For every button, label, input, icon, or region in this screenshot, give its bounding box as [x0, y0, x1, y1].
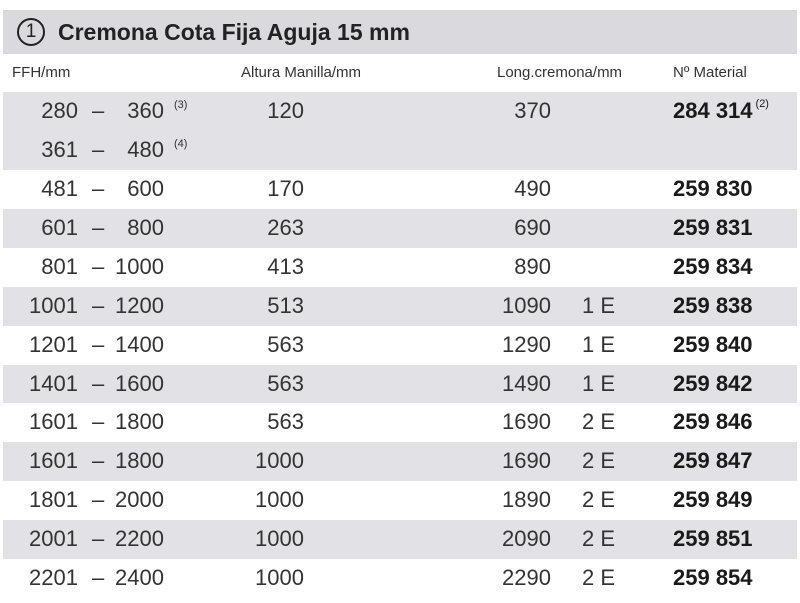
long-cremona: 1290: [502, 331, 551, 357]
material-number: 259 854: [673, 565, 753, 590]
ffh-to: 1200: [115, 292, 164, 318]
table-row: [3, 365, 797, 404]
ffh-from: 1601: [29, 448, 78, 474]
table-row: [3, 170, 797, 209]
long-cremona: 2290: [502, 565, 551, 590]
altura-manilla: 563: [267, 370, 304, 396]
material-number: 259 838: [673, 292, 753, 318]
ffh-from: 1201: [29, 331, 78, 357]
table-row: [3, 248, 797, 287]
table-row: [3, 559, 797, 598]
altura-manilla: 1000: [255, 487, 304, 513]
section-number-badge: 1: [17, 18, 45, 46]
ffh-to: 600: [127, 176, 164, 201]
altura-manilla: 170: [267, 176, 304, 201]
range-dash: –: [92, 292, 105, 318]
range-dash: –: [92, 526, 105, 552]
section-title: Cremona Cota Fija Aguja 15 mm: [58, 19, 410, 45]
table-row: [3, 442, 797, 481]
ffh-from: 1001: [29, 292, 78, 318]
extension-count: 1 E: [582, 331, 616, 357]
header-material: Nº Material: [673, 64, 747, 81]
ffh-to: 480: [127, 137, 164, 162]
range-dash: –: [92, 176, 105, 201]
long-cremona: 490: [514, 176, 551, 201]
material-number: 259 849: [673, 487, 753, 513]
altura-manilla: 263: [267, 214, 304, 240]
ffh-from: 2001: [29, 526, 78, 552]
range-dash: –: [92, 448, 105, 474]
extension-count: 2 E: [582, 565, 616, 590]
range-dash: –: [92, 137, 105, 162]
range-dash: –: [92, 565, 105, 590]
ffh-from: 601: [41, 214, 78, 240]
ffh-from: 1801: [29, 487, 78, 513]
table-row: [3, 403, 797, 442]
range-dash: –: [92, 487, 105, 513]
long-cremona: 690: [514, 214, 551, 240]
footnote-marker: (3): [174, 99, 188, 111]
material-number: 259 831: [673, 214, 753, 240]
table-row: [3, 92, 797, 170]
ffh-from: 481: [41, 176, 78, 201]
altura-manilla: 120: [267, 98, 304, 123]
ffh-from: 1601: [29, 409, 78, 435]
range-dash: –: [92, 253, 105, 279]
ffh-from: 280: [41, 98, 78, 123]
header-ffh: FFH/mm: [12, 64, 71, 81]
material-number: 259 847: [673, 448, 753, 474]
footnote-marker: (2): [755, 98, 769, 110]
title-bar: [3, 10, 797, 54]
altura-manilla: 1000: [255, 565, 304, 590]
altura-manilla: 513: [267, 292, 304, 318]
altura-manilla: 1000: [255, 526, 304, 552]
altura-manilla: 563: [267, 331, 304, 357]
extension-count: 2 E: [582, 448, 616, 474]
extension-count: 2 E: [582, 409, 616, 435]
long-cremona: 2090: [502, 526, 551, 552]
ffh-from: 801: [41, 253, 78, 279]
long-cremona: 1690: [502, 409, 551, 435]
range-dash: –: [92, 409, 105, 435]
footnote-marker: (4): [174, 138, 188, 150]
long-cremona: 890: [514, 253, 551, 279]
ffh-from: 2201: [29, 565, 78, 590]
material-number: 259 842: [673, 370, 753, 396]
long-cremona: 1690: [502, 448, 551, 474]
range-dash: –: [92, 331, 105, 357]
range-dash: –: [92, 98, 105, 123]
altura-manilla: 563: [267, 409, 304, 435]
altura-manilla: 413: [267, 253, 304, 279]
extension-count: 2 E: [582, 487, 616, 513]
table-row: [3, 520, 797, 559]
ffh-from: 361: [41, 137, 78, 162]
material-number: 259 851: [673, 526, 753, 552]
ffh-to: 2400: [115, 565, 164, 590]
ffh-to: 1000: [115, 253, 164, 279]
header-long: Long.cremona/mm: [497, 64, 623, 81]
long-cremona: 370: [514, 98, 551, 123]
ffh-to: 1800: [115, 448, 164, 474]
range-dash: –: [92, 370, 105, 396]
ffh-to: 1600: [115, 370, 164, 396]
long-cremona: 1090: [502, 292, 551, 318]
table-row: [3, 287, 797, 326]
header-altura: Altura Manilla/mm: [241, 64, 362, 81]
extension-count: 1 E: [582, 370, 616, 396]
ffh-to: 2200: [115, 526, 164, 552]
material-number: 259 830: [673, 176, 753, 201]
ffh-to: 800: [127, 214, 164, 240]
extension-count: 2 E: [582, 526, 616, 552]
altura-manilla: 1000: [255, 448, 304, 474]
ffh-to: 2000: [115, 487, 164, 513]
table-row: [3, 326, 797, 365]
material-number: 259 834: [673, 253, 753, 279]
ffh-to: 1800: [115, 409, 164, 435]
material-number: 259 846: [673, 409, 753, 435]
material-number: 259 840: [673, 331, 753, 357]
extension-count: 1 E: [582, 292, 616, 318]
table-row: [3, 481, 797, 520]
long-cremona: 1490: [502, 370, 551, 396]
ffh-from: 1401: [29, 370, 78, 396]
ffh-to: 1400: [115, 331, 164, 357]
ffh-to: 360: [127, 98, 164, 123]
table-row: [3, 209, 797, 248]
material-number: 284 314 $^{(2)}$: [673, 98, 769, 123]
range-dash: –: [92, 214, 105, 240]
long-cremona: 1890: [502, 487, 551, 513]
